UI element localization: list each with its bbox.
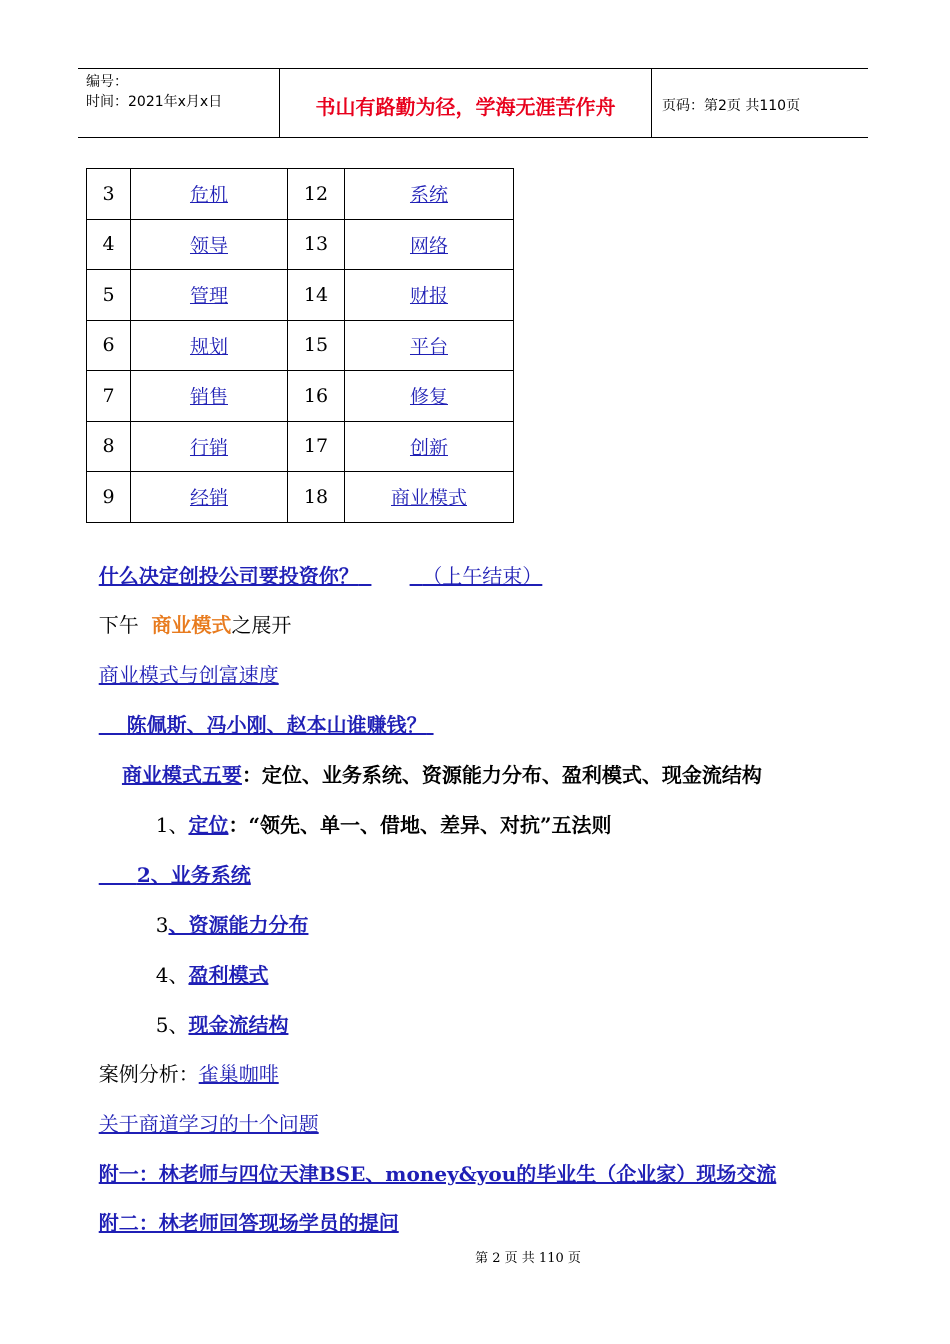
item-3-link[interactable]: 、资源能力分布	[168, 913, 309, 937]
header-meta	[78, 69, 280, 137]
topic-cell	[131, 320, 288, 371]
topic-cell	[131, 371, 288, 422]
number-cell	[288, 219, 345, 270]
table-row	[87, 371, 514, 422]
page-header	[78, 68, 868, 138]
table-row	[87, 169, 514, 220]
topic-link[interactable]: 行销	[189, 436, 228, 459]
topic-number: 13	[303, 233, 329, 256]
topic-number: 7	[102, 384, 115, 407]
item-1-link[interactable]: 定位	[188, 813, 229, 837]
invest-question-link[interactable]: 什么决定创投公司要投资你？	[98, 564, 359, 588]
topic-cell	[131, 169, 288, 220]
five-keys-line: 商业模式五要：定位、业务系统、资源能力分布、盈利模式、现金流结构	[121, 763, 762, 787]
item-5-link[interactable]: 现金流结构	[188, 1013, 289, 1037]
item-4-link[interactable]: 盈利模式	[188, 963, 269, 987]
topic-link[interactable]: 系统	[409, 184, 448, 207]
appendix-2-line	[86, 1184, 399, 1236]
topic-link[interactable]: 网络	[409, 234, 448, 257]
topic-cell	[345, 421, 514, 472]
time-label: 时间：2021年x月x日	[86, 94, 223, 110]
speed-link[interactable]: 商业模式与创富速度	[98, 663, 279, 687]
topic-link[interactable]: 修复	[409, 386, 448, 409]
number-cell	[288, 472, 345, 523]
ten-questions-line	[86, 1085, 319, 1137]
ten-questions-link[interactable]: 关于商道学习的十个问题	[98, 1112, 319, 1136]
case-line: 案例分析：雀巢咖啡	[98, 1062, 279, 1086]
topic-cell	[345, 270, 514, 321]
number-cell	[87, 219, 131, 270]
table-row	[87, 270, 514, 321]
speed-line	[86, 636, 279, 688]
topic-number: 6	[102, 334, 115, 357]
topic-number: 8	[102, 435, 115, 458]
afternoon-line: 下午 商业模式之展开	[98, 613, 292, 637]
item-2	[86, 836, 251, 888]
appendix-1-line	[86, 1135, 776, 1187]
topic-number: 16	[303, 384, 329, 407]
item-3: 3、资源能力分布	[155, 913, 309, 937]
number-cell	[288, 371, 345, 422]
number-cell	[288, 270, 345, 321]
five-keys-link[interactable]: 商业模式五要	[121, 763, 242, 787]
topic-link[interactable]: 经销	[189, 487, 228, 510]
number-cell	[288, 169, 345, 220]
table-row	[87, 421, 514, 472]
item-1: 1、定位：“领先、单一、借地、差异、对抗”五法则	[155, 813, 612, 837]
number-cell	[87, 169, 131, 220]
topic-link[interactable]: 危机	[189, 184, 228, 207]
topic-number: 4	[102, 233, 115, 256]
item-4: 4、盈利模式	[155, 963, 269, 987]
item-2-link[interactable]: 2、业务系统	[136, 863, 251, 887]
topic-cell	[345, 320, 514, 371]
topic-cell	[131, 472, 288, 523]
topic-cell	[131, 270, 288, 321]
number-cell	[87, 472, 131, 523]
afternoon-keyword: 商业模式	[151, 613, 232, 637]
page-footer: 第 2 页 共 110 页	[475, 1251, 581, 1266]
table-row	[87, 219, 514, 270]
item-5: 5、现金流结构	[155, 1013, 289, 1037]
topic-number: 18	[303, 485, 329, 508]
topic-number: 5	[102, 283, 115, 306]
number-cell	[87, 371, 131, 422]
topic-cell	[131, 219, 288, 270]
topic-cell	[131, 421, 288, 472]
topic-cell	[345, 472, 514, 523]
topic-link[interactable]: 财报	[409, 285, 448, 308]
case-link[interactable]: 雀巢咖啡	[198, 1062, 279, 1086]
number-cell	[87, 270, 131, 321]
topic-number: 12	[303, 182, 329, 205]
topic-link[interactable]: 领导	[189, 234, 228, 257]
topic-cell	[345, 219, 514, 270]
topic-number: 15	[303, 334, 329, 357]
table-row	[87, 320, 514, 371]
topic-link[interactable]: 管理	[189, 285, 228, 308]
topic-link[interactable]: 创新	[409, 436, 448, 459]
who-earns-link[interactable]: 陈佩斯、冯小刚、赵本山谁赚钱？	[126, 713, 427, 737]
appendix-1-link[interactable]: 附一：林老师与四位天津BSE、money&you的毕业生（企业家）现场交流	[98, 1162, 777, 1186]
number-cell	[87, 320, 131, 371]
header-page-info: 页码：第2页 共110页	[662, 98, 801, 114]
topic-number: 17	[303, 435, 329, 458]
who-earns-line	[86, 686, 434, 738]
topic-number: 9	[102, 485, 115, 508]
topic-number: 3	[102, 182, 115, 205]
topic-table	[86, 168, 514, 523]
topic-link[interactable]: 平台	[409, 335, 448, 358]
table-row	[87, 472, 514, 523]
topic-link[interactable]: 销售	[189, 386, 228, 409]
morning-end-link[interactable]: （上午结束）	[422, 564, 543, 588]
topic-link[interactable]: 商业模式	[390, 487, 467, 510]
topic-link[interactable]: 规划	[189, 335, 228, 358]
number-cell	[288, 320, 345, 371]
number-label: 编号：	[86, 74, 128, 90]
number-cell	[87, 421, 131, 472]
number-cell	[288, 421, 345, 472]
topic-cell	[345, 169, 514, 220]
topic-number: 14	[303, 283, 329, 306]
header-motto: 书山有路勤为径，学海无涯苦作舟	[280, 69, 652, 137]
topic-cell	[345, 371, 514, 422]
invest-question-line	[86, 537, 542, 589]
appendix-2-link[interactable]: 附二：林老师回答现场学员的提问	[98, 1211, 399, 1235]
